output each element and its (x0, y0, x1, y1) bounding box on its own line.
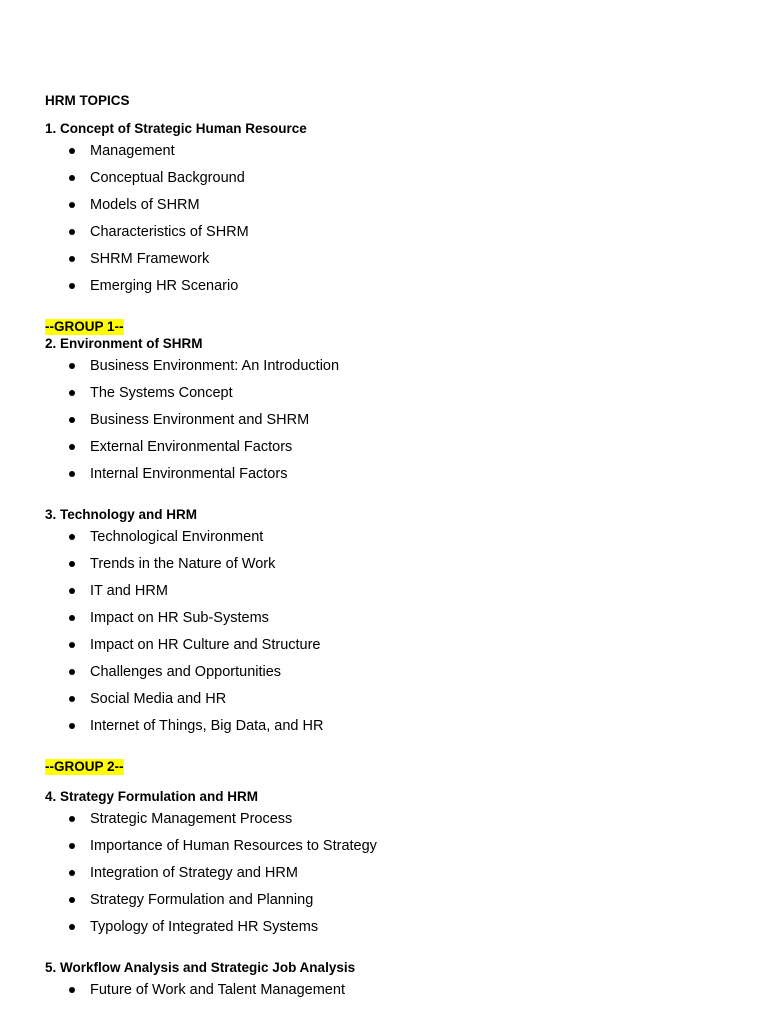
bullet-icon (69, 229, 75, 235)
section-1 (45, 120, 725, 304)
list-item (45, 411, 725, 438)
list-item-text: Business Environment and SHRM (90, 412, 310, 428)
list-item-text: Future of Work and Talent Management (90, 982, 345, 998)
list-item (45, 250, 725, 277)
section-heading: 2. Environment of SHRM (45, 336, 203, 351)
list-item (45, 918, 725, 945)
list-item (45, 717, 725, 744)
topic-list (45, 357, 725, 492)
list-item (45, 196, 725, 223)
bullet-icon (69, 363, 75, 369)
list-item (45, 277, 725, 304)
list-item-text: SHRM Framework (90, 251, 210, 267)
list-item (45, 169, 725, 196)
list-item-text: Characteristics of SHRM (90, 224, 249, 240)
bullet-icon (69, 642, 75, 648)
group-label: --GROUP 2-- (45, 759, 124, 774)
list-item (45, 864, 725, 891)
list-item-text: Impact on HR Sub-Systems (90, 610, 269, 626)
list-item-text: Importance of Human Resources to Strategy (90, 838, 377, 854)
bullet-icon (69, 417, 75, 423)
list-item-text: Emerging HR Scenario (90, 278, 239, 294)
list-item-text: Trends in the Nature of Work (90, 556, 276, 572)
list-item-text: Strategy Formulation and Planning (90, 892, 314, 908)
bullet-icon (69, 444, 75, 450)
list-item-text: External Environmental Factors (90, 439, 293, 455)
list-item (45, 636, 725, 663)
bullet-icon (69, 843, 75, 849)
document-title: HRM TOPICS (45, 93, 130, 108)
list-item-text: IT and HRM (90, 583, 168, 599)
list-item (45, 528, 725, 555)
list-item-text: Social Media and HR (90, 691, 227, 707)
bullet-icon (69, 723, 75, 729)
list-item (45, 810, 725, 837)
section-heading: 5. Workflow Analysis and Strategic Job Analysis (45, 960, 356, 975)
list-item (45, 555, 725, 582)
section-2 (45, 335, 725, 492)
list-item-text: Technological Environment (90, 529, 264, 545)
bullet-icon (69, 202, 75, 208)
list-item-text: The Systems Concept (90, 385, 233, 401)
topic-list (45, 142, 725, 304)
list-item (45, 223, 725, 250)
section-5 (45, 959, 725, 1008)
list-item (45, 663, 725, 690)
group-2-marker (45, 758, 725, 774)
bullet-icon (69, 256, 75, 262)
topic-list (45, 528, 725, 744)
bullet-icon (69, 816, 75, 822)
list-item-text: Challenges and Opportunities (90, 664, 282, 680)
list-item (45, 582, 725, 609)
document-page (45, 92, 725, 1022)
bullet-icon (69, 987, 75, 993)
list-item (45, 981, 725, 1008)
list-item (45, 837, 725, 864)
list-item-text: Management (90, 143, 175, 159)
list-item-text: Internet of Things, Big Data, and HR (90, 718, 324, 734)
bullet-icon (69, 534, 75, 540)
list-item (45, 142, 725, 169)
bullet-icon (69, 175, 75, 181)
section-heading: 1. Concept of Strategic Human Resource (45, 121, 307, 136)
list-item (45, 357, 725, 384)
list-item-text: Impact on HR Culture and Structure (90, 637, 321, 653)
list-item-text: Typology of Integrated HR Systems (90, 919, 319, 935)
section-heading: 4. Strategy Formulation and HRM (45, 789, 259, 804)
bullet-icon (69, 561, 75, 567)
bullet-icon (69, 897, 75, 903)
bullet-icon (69, 390, 75, 396)
list-item-text: Integration of Strategy and HRM (90, 865, 298, 881)
section-heading: 3. Technology and HRM (45, 507, 198, 522)
list-item-text: Conceptual Background (90, 170, 245, 186)
group-1-marker (45, 318, 725, 334)
bullet-icon (69, 669, 75, 675)
bullet-icon (69, 924, 75, 930)
section-4 (45, 788, 725, 945)
bullet-icon (69, 148, 75, 154)
bullet-icon (69, 696, 75, 702)
bullet-icon (69, 471, 75, 477)
list-item (45, 384, 725, 411)
bullet-icon (69, 615, 75, 621)
list-item (45, 465, 725, 492)
list-item-text: Models of SHRM (90, 197, 200, 213)
bullet-icon (69, 870, 75, 876)
list-item-text: Strategic Management Process (90, 811, 293, 827)
topic-list (45, 810, 725, 945)
list-item-text: Business Environment: An Introduction (90, 358, 340, 374)
section-3 (45, 506, 725, 744)
list-item (45, 609, 725, 636)
list-item-text: Internal Environmental Factors (90, 466, 288, 482)
list-item (45, 438, 725, 465)
topic-list (45, 981, 725, 1008)
list-item (45, 690, 725, 717)
list-item (45, 891, 725, 918)
bullet-icon (69, 588, 75, 594)
group-label: --GROUP 1-- (45, 319, 124, 334)
bullet-icon (69, 283, 75, 289)
